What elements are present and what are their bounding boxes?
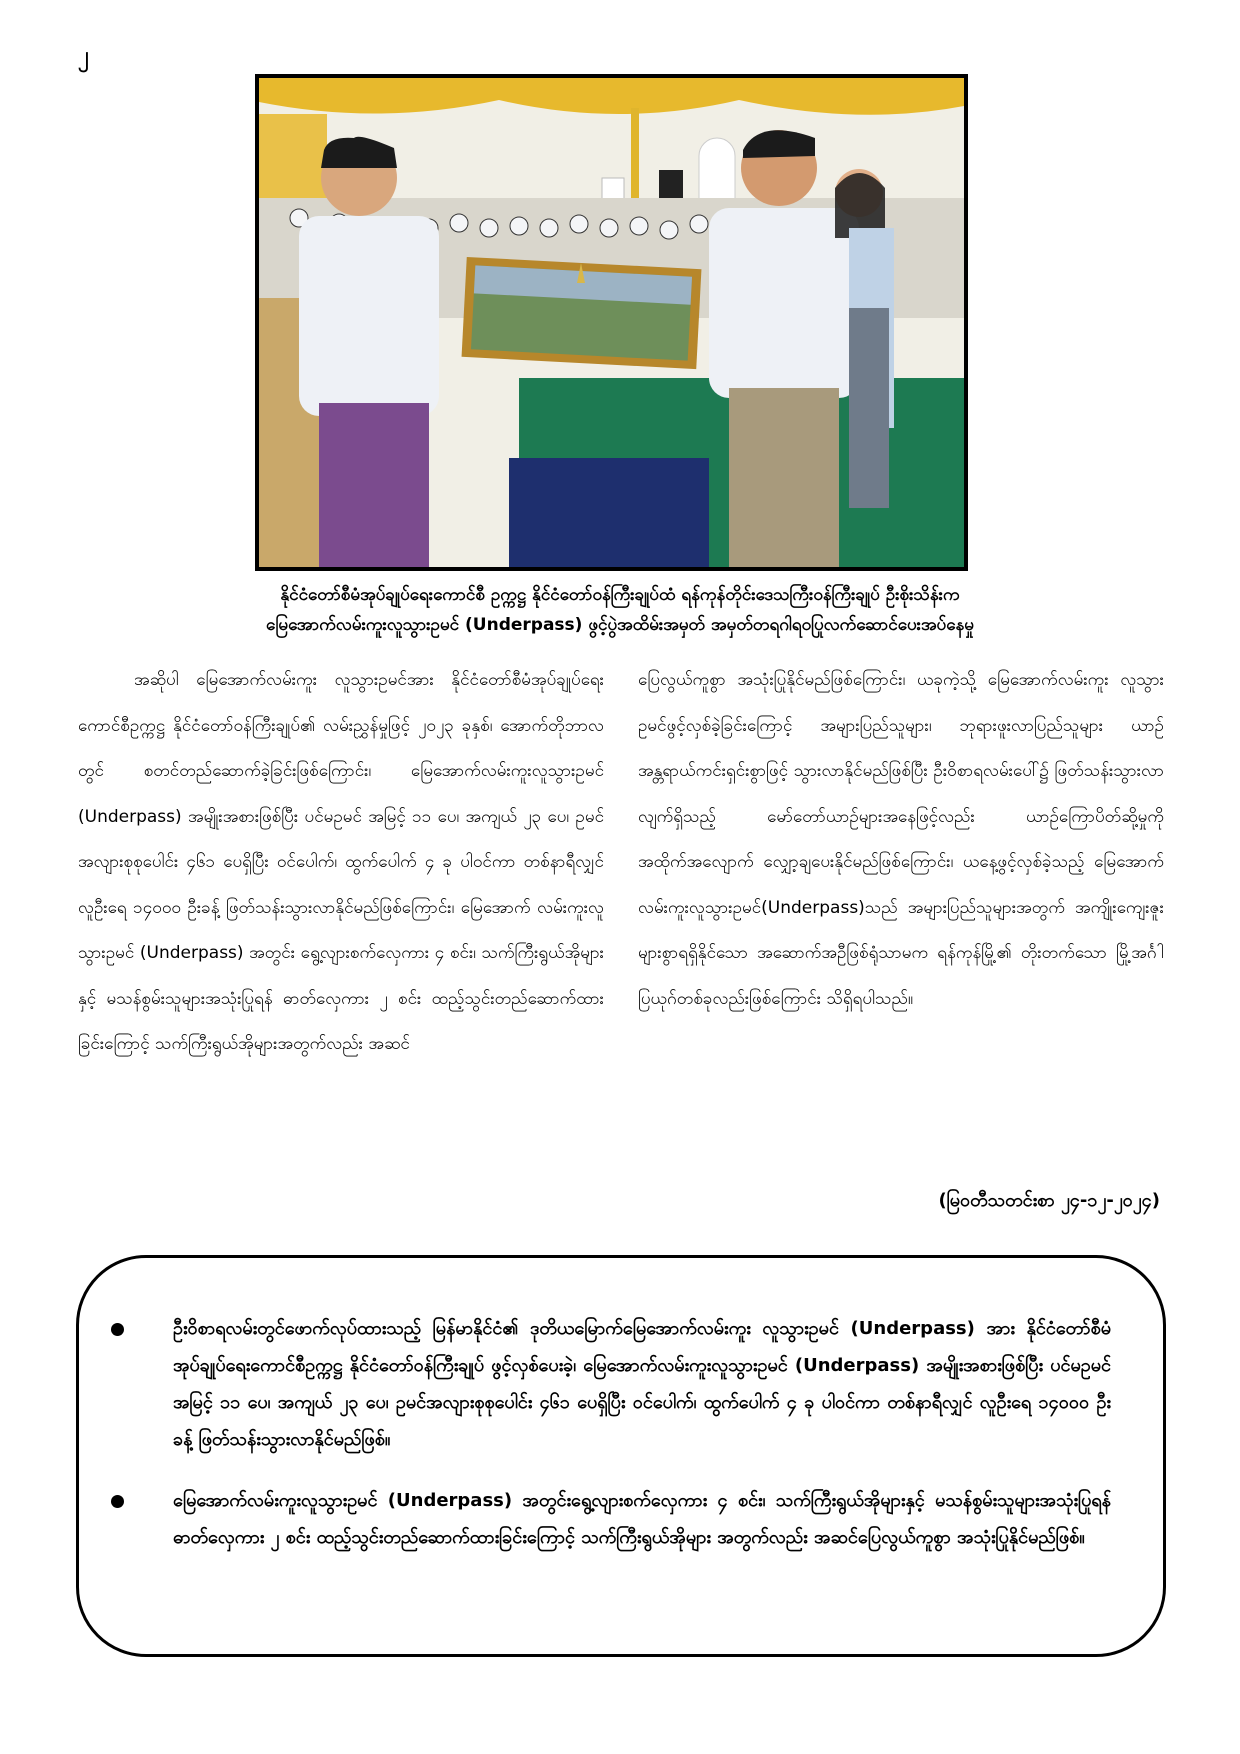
- article-paragraph-right: ပြေလွယ်ကူစွာ အသုံးပြုနိုင်မည်ဖြစ်ကြောင်း၊ ယခုကဲ့သို့ မြေအောက်လမ်းကူး လူသွားဥမင်ဖွင့်လှစ်ခဲ့ခြင်းကြောင့် အများပြည်သူများ၊ ဘုရားဖူးလာပြည်သူများ ယာဉ်အန္တရာယ်ကင်းရှင်းစွာဖြင့် သွားလာနိုင်မည်ဖြစ်ပြီး ဦးဝိစာရလမ်းပေါ်၌ ဖြတ်သန်းသွားလာလျက်ရှိသည့် မော်တော်ယာဉ်များအနေဖြင့်လည်း ယာဉ်ကြောပိတ်ဆို့မှုကို အထိုက်အလျောက် လျှော့ချပေးနိုင်မည်ဖြစ်ကြောင်း၊ ယနေ့ဖွင့်လှစ်ခဲ့သည့် မြေအောက်လမ်းကူးလူသွားဥမင်(Underpass)သည် အများပြည်သူများအတွက် အကျိုးကျေးဇူးများစွာရရှိနိုင်သော အဆောက်အဦဖြစ်ရုံသာမက ရန်ကုန်မြို့၏ တိုးတက်သော မြို့အင်္ဂါပြယုဂ်တစ်ခုလည်းဖြစ်ကြောင်း သိရှိရပါသည်။: [638, 670, 1164, 1009]
- summary-item: [111, 1482, 1111, 1556]
- caption-line-1: နိုင်ငံတော်စီမံအုပ်ချုပ်ရေးကောင်စီ ဥက္ကဋ္ဌ နိုင်ငံတော်ဝန်ကြီးချုပ်ထံ ရန်ကုန်တိုင်းဒေသကြီးဝန်ကြီးချုပ် ဦးစိုးသိန်းက: [280, 585, 960, 605]
- summary-box: [76, 1255, 1166, 1657]
- summary-list: [111, 1310, 1111, 1580]
- bullet-icon: [111, 1323, 124, 1336]
- summary-text: မြေအောက်လမ်းကူးလူသွားဥမင် (Underpass) အတွင်းရွေ့လျားစက်လှေကား ၄ စင်း၊ သက်ကြီးရွယ်အိုများနှင့် မသန်စွမ်းသူများအသုံးပြုရန် ဓာတ်လှေကား ၂ စင်း ထည့်သွင်းတည်ဆောက်ထားခြင်းကြောင့် သက်ကြီးရွယ်အိုများ အတွက်လည်း အဆင်ပြေလွယ်ကူစွာ အသုံးပြုနိုင်မည်ဖြစ်။: [173, 1490, 1111, 1548]
- page-number: ၂: [78, 43, 89, 68]
- framed-picture: [462, 257, 702, 369]
- article-column-right: [638, 658, 1164, 1068]
- article-paragraph-left: အဆိုပါ မြေအောက်လမ်းကူး လူသွားဥမင်အား နိုင်ငံတော်စီမံအုပ်ချုပ်ရေးကောင်စီဥက္ကဋ္ဌ နိုင်ငံတော်ဝန်ကြီးချုပ်၏ လမ်းညွှန်မှုဖြင့် ၂၀၂၃ ခုနှစ်၊ အောက်တိုဘာလတွင် စတင်တည်ဆောက်ခဲ့ခြင်းဖြစ်ကြောင်း၊ မြေအောက်လမ်းကူးလူသွားဥမင် (Underpass) အမျိုးအစားဖြစ်ပြီး ပင်မဥမင် အမြင့် ၁၁ ပေ၊ အကျယ် ၂၃ ပေ၊ ဥမင်အလျားစုစုပေါင်း ၄၆၁ ပေရှိပြီး ဝင်ပေါက်၊ ထွက်ပေါက် ၄ ခု ပါဝင်ကာ တစ်နာရီလျှင် လူဦးရေ ၁၄၀၀၀ ဦးခန့် ဖြတ်သန်းသွားလာနိုင်မည်ဖြစ်ကြောင်း၊ မြေအောက် လမ်းကူးလူသွားဥမင် (Underpass) အတွင်း ရွေ့လျားစက်လှေကား ၄ စင်း၊ သက်ကြီးရွယ်အိုများနှင့် မသန်စွမ်းသူများအသုံးပြုရန် ဓာတ်လှေကား ၂ စင်း ထည့်သွင်းတည်ဆောက်ထားခြင်းကြောင့် သက်ကြီးရွယ်အိုများအတွက်လည်း အဆင်: [78, 670, 604, 1054]
- caption-line-2: မြေအောက်လမ်းကူးလူသွားဥမင် (Underpass) ဖွင့်ပွဲအထိမ်းအမှတ် အမှတ်တရဂါရဝပြုလက်ဆောင်ပေးအပ်နေမှု: [266, 615, 974, 635]
- event-photo: [255, 74, 968, 571]
- bullet-icon: [111, 1495, 124, 1508]
- article-source: (မြဝတီသတင်းစာ ၂၄-၁၂-၂၀၂၄): [938, 1190, 1160, 1211]
- photo-illustration: [259, 78, 964, 567]
- patterned-rug: [509, 458, 709, 567]
- summary-text: ဦးဝိစာရလမ်းတွင်ဖောက်လုပ်ထားသည့် မြန်မာနိုင်ငံ၏ ဒုတိယမြောက်မြေအောက်လမ်းကူး လူသွားဥမင် (Underpass) အား နိုင်ငံတော်စီမံအုပ်ချုပ်ရေးကောင်စီဥက္ကဋ္ဌ နိုင်ငံတော်ဝန်ကြီးချုပ် ဖွင့်လှစ်ပေးခဲ့၊ မြေအောက်လမ်းကူးလူသွားဥမင် (Underpass) အမျိုးအစားဖြစ်ပြီး ပင်မဥမင် အမြင့် ၁၁ ပေ၊ အကျယ် ၂၃ ပေ၊ ဥမင်အလျားစုစုပေါင်း ၄၆၁ ပေရှိပြီး ဝင်ပေါက်၊ ထွက်ပေါက် ၄ ခု ပါဝင်ကာ တစ်နာရီလျှင် လူဦးရေ ၁၄၀၀၀ ဦးခန့် ဖြတ်သန်းသွားလာနိုင်မည်ဖြစ်။: [173, 1318, 1111, 1450]
- yellow-drape: [259, 78, 964, 115]
- photo-caption: [120, 580, 1120, 640]
- summary-item: [111, 1310, 1111, 1458]
- article-column-left: [78, 658, 604, 1068]
- article-body: [78, 658, 1164, 1068]
